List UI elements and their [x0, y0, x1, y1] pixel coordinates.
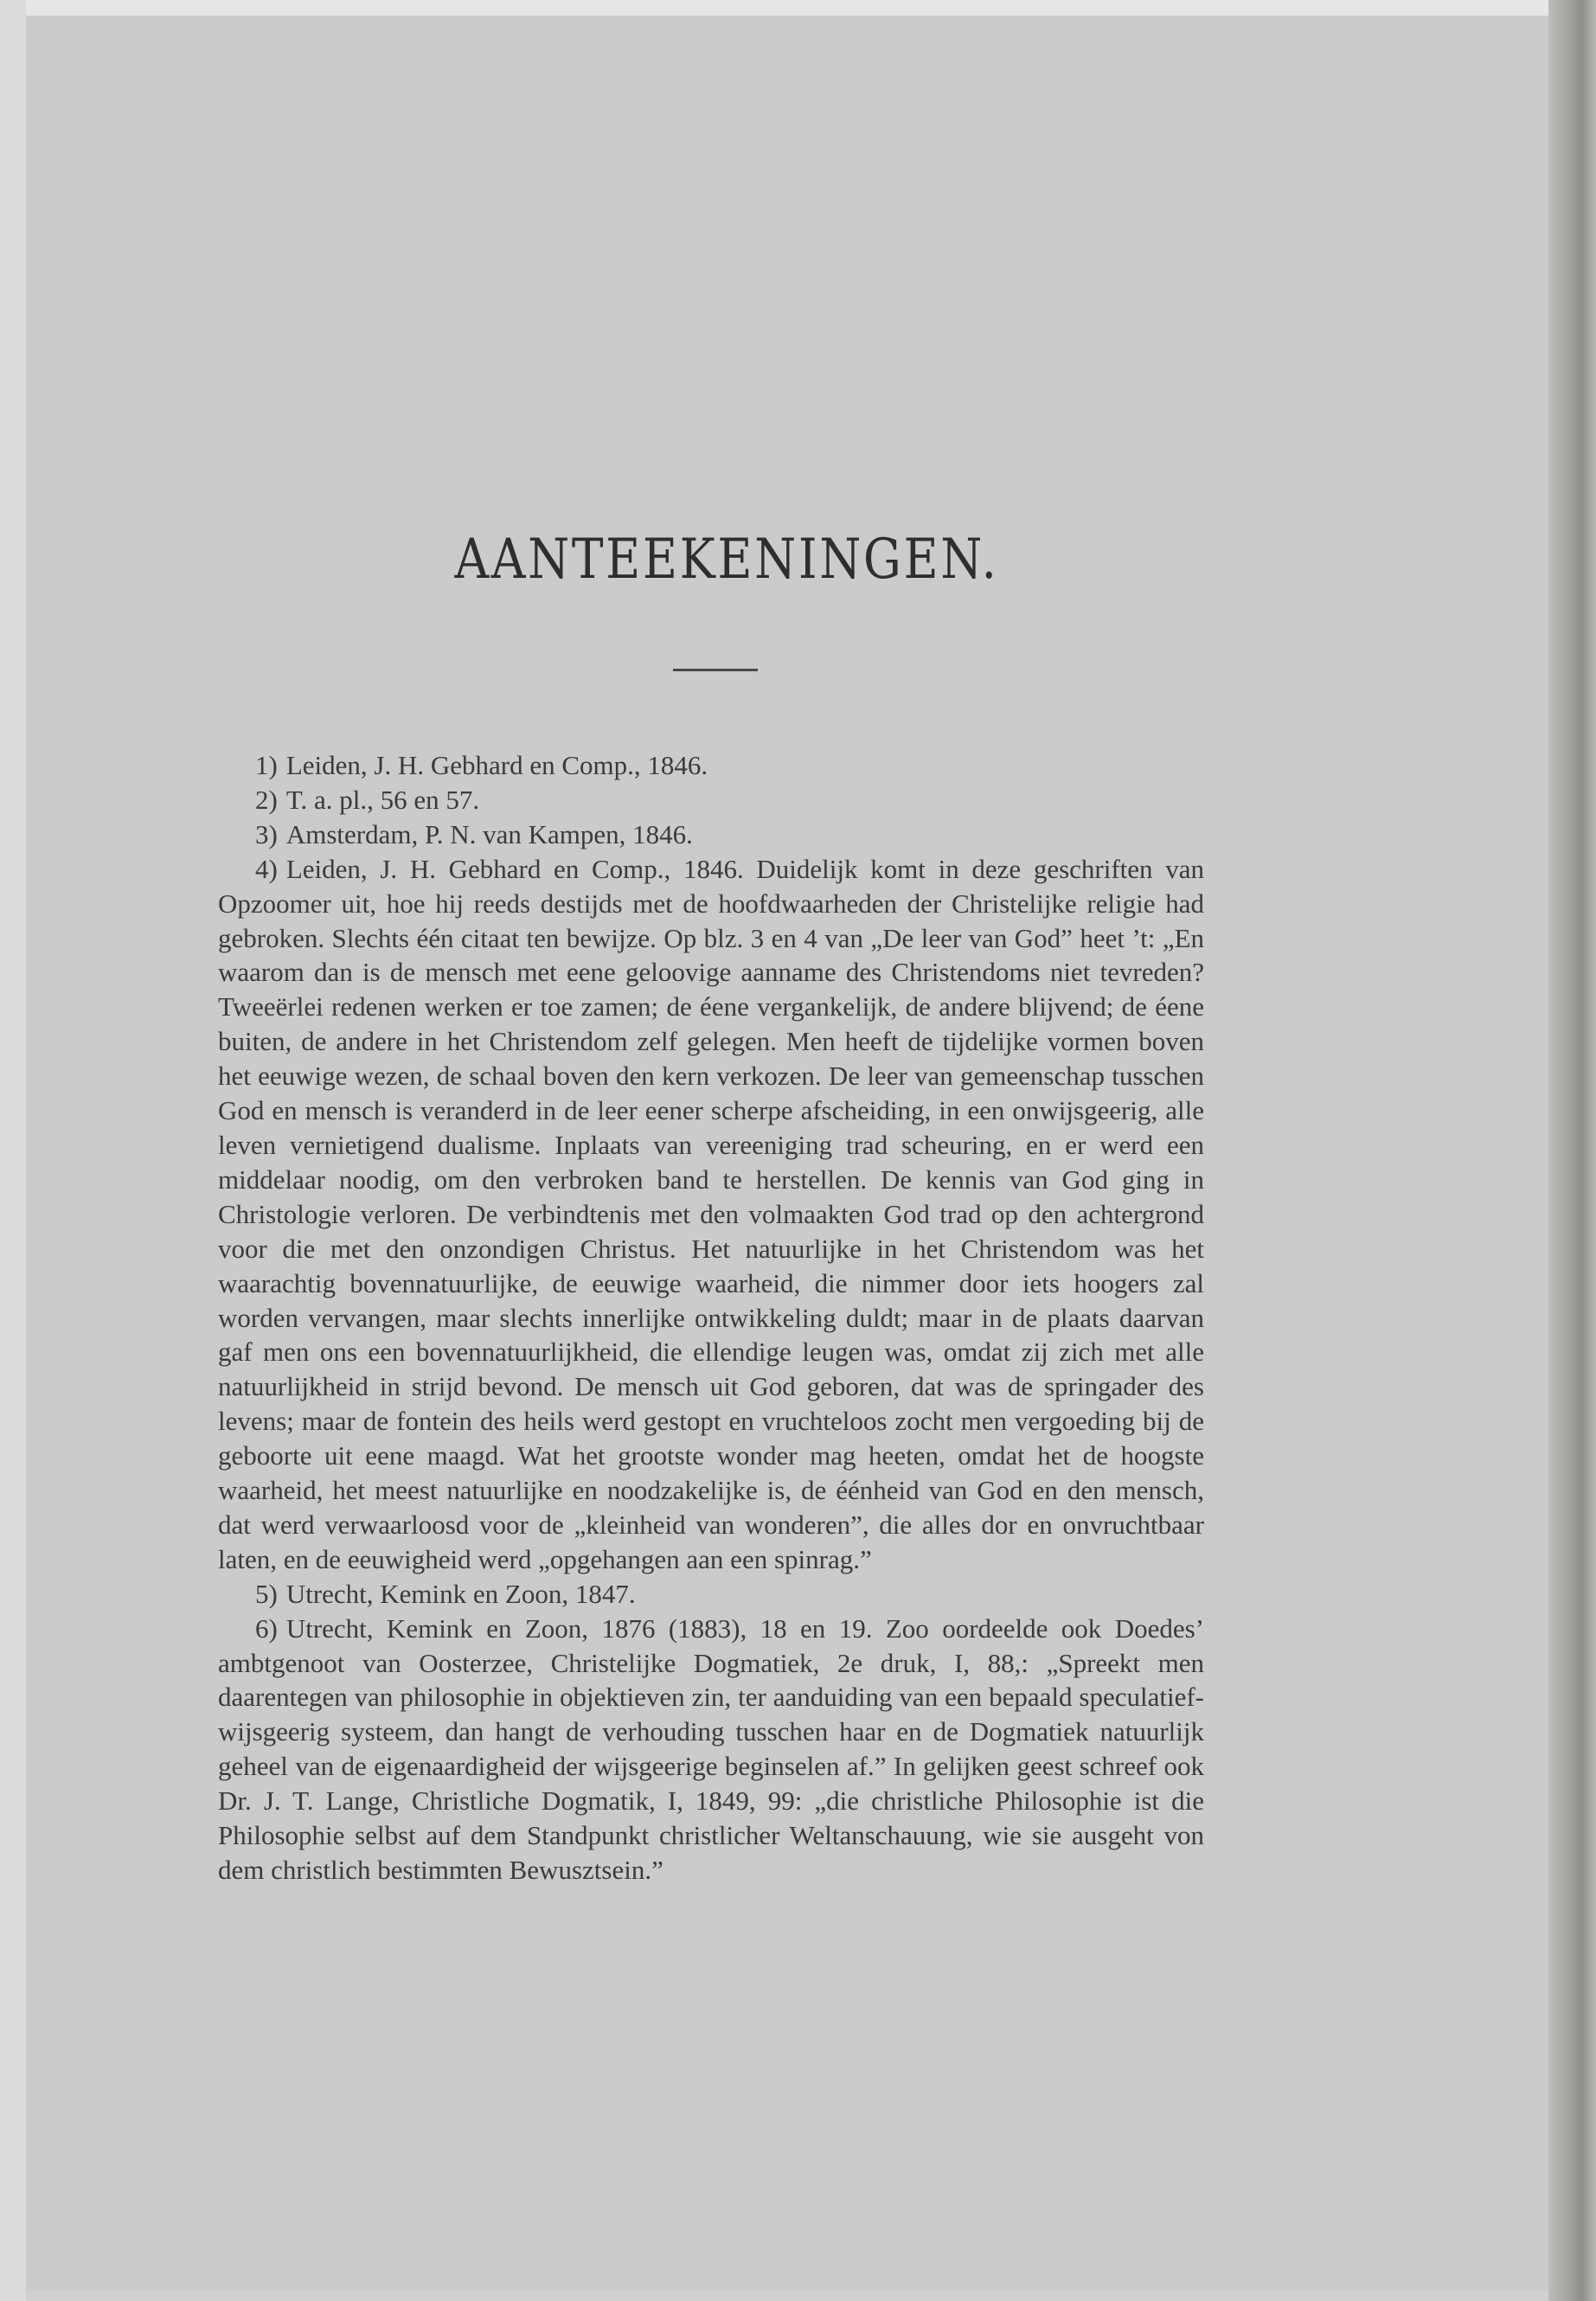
note-text: Utrecht, Kemink en Zoon, 1847.	[285, 1578, 636, 1609]
note-number: 6)	[255, 1612, 278, 1644]
note-1	[218, 748, 1204, 783]
notes-list	[218, 748, 1204, 1888]
note-number: 1)	[255, 750, 278, 780]
note-number: 3)	[255, 818, 278, 849]
scan-border-left	[0, 0, 26, 2301]
note-text: Leiden, J. H. Gebhard en Comp., 1846.	[285, 750, 708, 780]
note-number: 4)	[255, 853, 278, 884]
title-rule	[673, 669, 758, 671]
note-5	[218, 1577, 1204, 1612]
note-text: Utrecht, Kemink en Zoon, 1876 (1883), 18 en 19. Zoo oordeelde ook Doedes’ ambtgenoot van Oosterzee, Christelijke Dogmatiek, 2e druk, I, 88,: „Spreekt men daarentegen van philosophie in objektieven zin, ter aanduiding van een bepaald speculatief-wijsgeerig systeem, dan hangt de verhouding tusschen haar en de Dogmatiek natuurlijk geheel van de eigenaardigheid der wijsgeerige beginselen af.” In gelijken geest schreef ook Dr. J. T. Lange, Christliche Dogmatik, I, 1849, 99: „die christliche Philosophie ist die Philosophie selbst auf dem Standpunkt christlicher Weltanschauung, wie sie ausgeht von dem christlich bestimmten Bewusztsein.”	[218, 1612, 1204, 1885]
note-6	[218, 1612, 1204, 1888]
book-page-edge	[1548, 0, 1596, 2301]
note-2	[218, 783, 1204, 817]
page-title: AANTEEKENINGEN.	[454, 528, 999, 592]
note-text: T. a. pl., 56 en 57.	[285, 784, 480, 815]
note-text: Amsterdam, P. N. van Kampen, 1846.	[285, 818, 693, 849]
note-3	[218, 817, 1204, 852]
note-text: Leiden, J. H. Gebhard en Comp., 1846. Duidelijk komt in deze geschriften van Opzoomer uit, hoe hij reeds destijds met de hoofdwaarheden der Christelijke religie had gebroken. Slechts één citaat ten bewijze. Op blz. 3 en 4 van „De leer van God” heet ’t: „En waarom dan is de mensch met eene geloovige aanname des Christendoms niet tevreden? Tweeërlei redenen werken er toe zamen; de éene vergankelijk, de andere blijvend; de éene buiten, de andere in het Christendom zelf gelegen. Men heeft de tijdelijke vormen boven het eeuwige wezen, de schaal boven den kern verkozen. De leer van gemeenschap tusschen God en mensch is veranderd in de leer eener scherpe afscheiding, in een onwijsgeerig, alle leven vernietigend dualisme. Inplaats van vereeniging trad scheuring, en er werd een middelaar noodig, om den verbroken band te herstellen. De kennis van God ging in Christologie verloren. De verbindtenis met den volmaakten God trad op den achtergrond voor die met den onzondigen Christus. Het natuurlijke in het Christendom was het waarachtig bovennatuurlijke, de eeuwige waarheid, die nimmer door iets hoogers zal worden vervangen, maar slechts innerlijke ontwikkeling duldt; maar in de plaats daarvan gaf men ons een bovennatuurlijkheid, die ellendige leugen was, omdat zij zich met alle natuurlijkheid in strijd bevond. De mensch uit God geboren, dat was de springader des levens; maar de fontein des heils werd gestopt en vruchteloos zocht men vergoeding bij de geboorte uit eene maagd. Wat het grootste wonder mag heeten, omdat het de hoogste waarheid, het meest natuurlijke en noodzakelijke is, de éénheid van God en den mensch, dat werd verwaarloosd voor de „kleinheid van wonderen”, die alles dor en onvruchtbaar laten, en de eeuwigheid werd „opgehangen aan een spinrag.”	[218, 853, 1204, 1574]
note-number: 5)	[255, 1578, 278, 1609]
note-number: 2)	[255, 784, 278, 815]
note-4	[218, 852, 1204, 1577]
scan-border-top	[0, 0, 1596, 16]
